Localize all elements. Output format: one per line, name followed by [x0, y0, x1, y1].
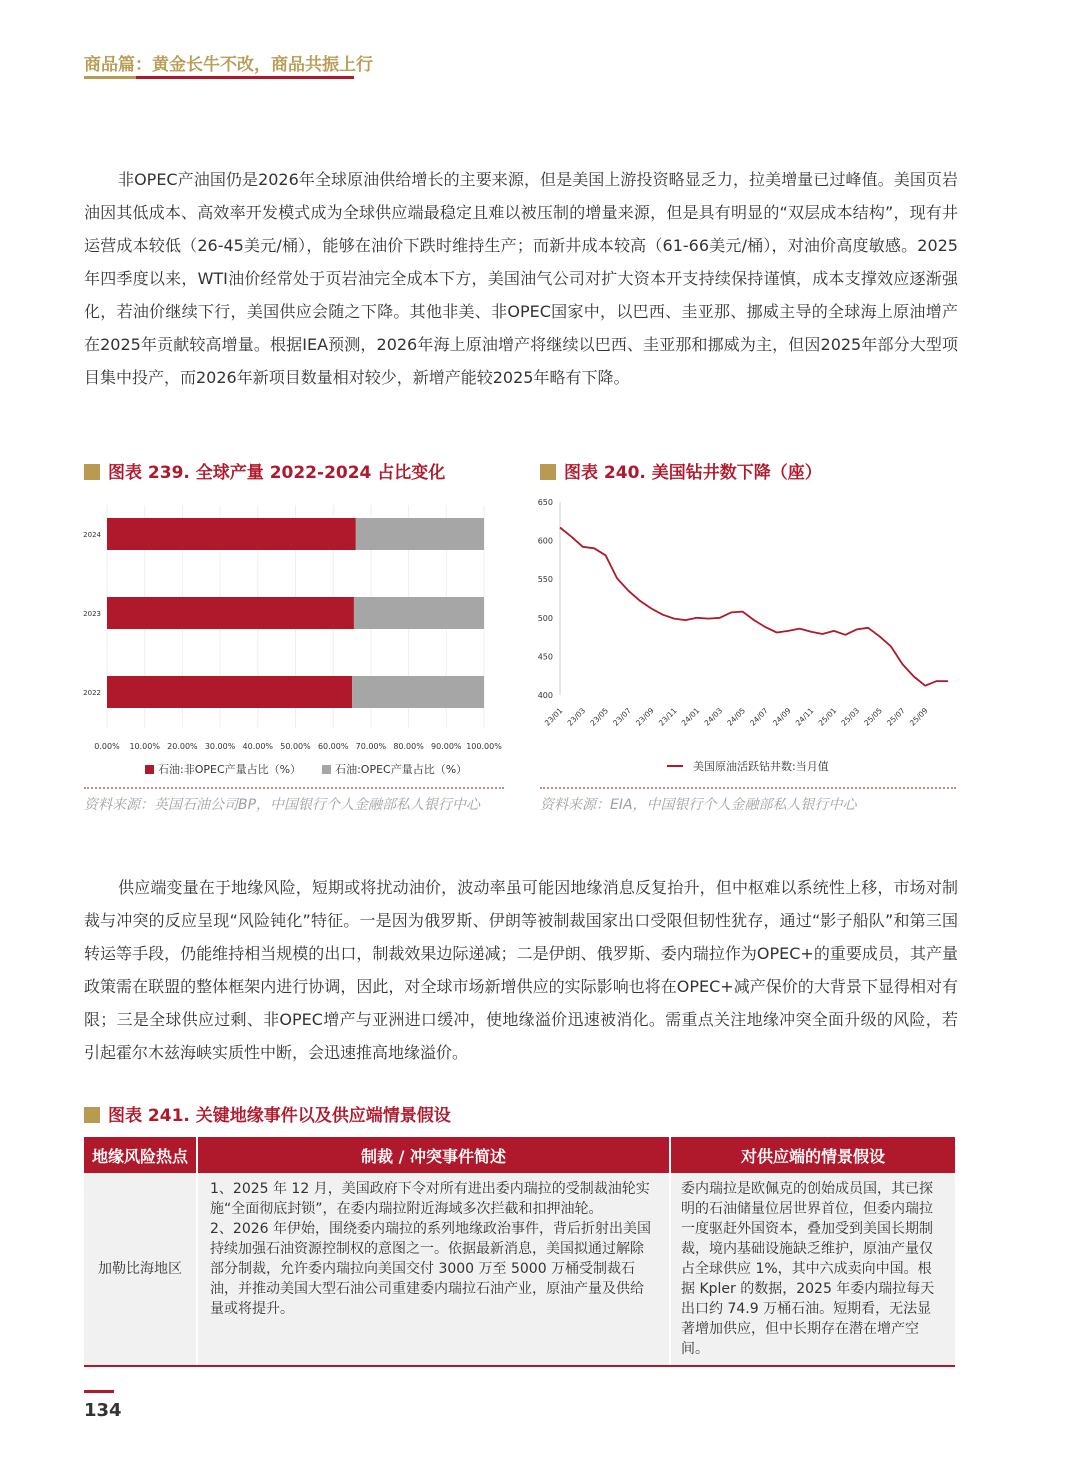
- bar-segment: [107, 676, 352, 708]
- bar-segment: [107, 597, 354, 629]
- page-number: 134: [84, 1400, 122, 1421]
- legend-swatch-opec: [322, 765, 331, 774]
- header-line-red: [136, 76, 354, 79]
- geo-risk-table: [84, 1137, 955, 1367]
- fig240-line-chart: [530, 492, 960, 752]
- paragraph-1: 非OPEC产油国仍是2026年全球原油供给增长的主要来源，但是美国上游投资略显乏力，拉美增量已过峰值。美国页岩油因其低成本、高效率开发模式成为全球供应端最稳定且难以被压制的增量来源，但是具有明显的“双层成本结构”，现有井运营成本较低（26-45美元/桶），能够在油价下跌时维持生产；而新井成本较高（61-66美元/桶），对油价高度敏感。2025年四季度以来，WTI油价经常处于页岩油完全成本下方，美国油气公司对扩大资本开支持续保持谨慎，成本支撑效应逐渐强化，若油价继续下行，美国供应会随之下降。其他非美、非OPEC国家中，以巴西、圭亚那、挪威主导的全球海上原油增产在2025年贡献较高增量。根据IEA预测，2026年海上原油增产将继续以巴西、圭亚那和挪威为主，但因2025年部分大型项目集中投产，而2026年新项目数量相对较少，新增产能较2025年略有下降。: [84, 170, 958, 387]
- cell-scenario: 委内瑞拉是欧佩克的创始成员国，其已探明的石油储量位居世界首位，但委内瑞拉一度驱赶外国资本，叠加受到美国长期制裁，境内基础设施缺乏维护，原油产量仅占全球供应 1%，其中六成卖向中国。根据 Kpler 的数据，2025 年委内瑞拉每天出口约 74.9 万桶石油。短期看，无法显著增加供应，但中长期存在潜在增产空间。: [670, 1173, 955, 1366]
- bar-category-label: 2023: [83, 610, 101, 618]
- header-line-gold: [84, 76, 136, 79]
- bar-category-label: 2022: [83, 689, 101, 697]
- line-y-tick-label: 600: [537, 536, 553, 546]
- fig239-divider: [84, 787, 504, 789]
- fig239-title-marker: [84, 464, 100, 480]
- bar-x-tick-label: 40.00%: [242, 742, 274, 751]
- fig241-title-text: 图表 241. 关键地缘事件以及供应端情景假设: [108, 1106, 451, 1126]
- line-x-tick-label: 24/09: [770, 706, 793, 728]
- legend-label-rigs: 美国原油活跃钻井数:当月值: [693, 760, 829, 773]
- line-series-rigs: [560, 528, 948, 686]
- fig239-title-text: 图表 239. 全球产量 2022-2024 占比变化: [108, 463, 446, 483]
- page-number-line: [84, 1390, 114, 1393]
- bar-x-tick-label: 0.00%: [94, 742, 120, 751]
- bar-x-tick-label: 60.00%: [317, 742, 349, 751]
- line-x-tick-label: 24/11: [793, 706, 816, 728]
- line-y-tick-label: 400: [537, 691, 553, 700]
- bar-x-tick-label: 10.00%: [129, 742, 160, 751]
- th-hotspot: 地缘风险热点: [84, 1137, 197, 1173]
- fig240-legend: [667, 758, 829, 774]
- bar-x-tick-label: 50.00%: [280, 742, 311, 751]
- cell-events: [197, 1173, 670, 1366]
- bar-x-tick-label: 30.00%: [204, 742, 236, 751]
- bar-segment: [354, 597, 484, 629]
- fig241-title: [84, 1101, 451, 1126]
- line-x-tick-label: 23/05: [588, 706, 611, 728]
- table-row: [84, 1173, 955, 1366]
- line-x-tick-label: 23/01: [542, 706, 565, 728]
- event-item-2: 2、2026 年伊始，围绕委内瑞拉的系列地缘政治事件，背后折射出美国持续加强石油资源控制权的意图之一。依据最新消息，美国拟通过解除部分制裁，允许委内瑞拉向美国交付 3000 万至 5000 万桶受制裁石油，并推动美国大型石油公司重建委内瑞拉石油产业，原油产量及供给量或将提升。: [210, 1221, 651, 1317]
- line-x-tick-label: 24/05: [725, 706, 748, 728]
- line-x-tick-label: 24/03: [702, 706, 725, 728]
- fig239-title: [84, 458, 445, 483]
- paragraph-2: 供应端变量在于地缘风险，短期或将扰动油价，波动率虽可能因地缘消息反复抬升，但中枢难以系统性上移，市场对制裁与冲突的反应呈现“风险钝化”特征。一是因为俄罗斯、伊朗等被制裁国家出口受限但韧性犹存，通过“影子船队”和第三国转运等手段，仍能维持相当规模的出口，制裁效果边际递减；二是伊朗、俄罗斯、委内瑞拉作为OPEC+的重要成员，其产量政策需在联盟的整体框架内进行协调，因此，对全球市场新增供应的实际影响也将在OPEC+减产保价的大背景下显得相对有限；三是全球供应过剩、非OPEC增产与亚洲进口缓冲，使地缘溢价迅速被消化。需重点关注地缘冲突全面升级的风险，若引起霍尔木兹海峡实质性中断，会迅速推高地缘溢价。: [84, 878, 958, 1062]
- line-x-tick-label: 23/03: [565, 706, 588, 728]
- bar-x-tick-label: 70.00%: [355, 742, 387, 751]
- line-x-tick-label: 25/03: [839, 706, 862, 728]
- line-x-tick-label: 23/07: [611, 706, 633, 728]
- fig239-source: 资料来源：英国石油公司BP，中国银行个人金融部私人银行中心: [84, 797, 481, 813]
- fig240-title-text: 图表 240. 美国钻井数下降（座）: [564, 463, 822, 483]
- bar-x-tick-label: 100.00%: [466, 742, 502, 751]
- fig240-title-marker: [540, 464, 556, 480]
- line-x-tick-label: 24/07: [748, 706, 770, 728]
- cell-region: 加勒比海地区: [84, 1173, 197, 1366]
- bar-x-tick-label: 90.00%: [431, 742, 462, 751]
- table-header-row: [84, 1137, 955, 1173]
- fig239-bar-chart: [80, 500, 510, 760]
- legend-swatch-non-opec: [145, 765, 154, 774]
- th-scenario: 对供应端的情景假设: [670, 1137, 955, 1173]
- fig241-title-marker: [84, 1107, 100, 1123]
- line-y-tick-label: 500: [537, 613, 553, 623]
- line-y-tick-label: 650: [537, 498, 553, 507]
- line-x-tick-label: 25/05: [862, 706, 884, 728]
- line-x-tick-label: 24/01: [679, 706, 702, 728]
- legend-label-opec: 石油:OPEC产量占比（%）: [335, 763, 468, 776]
- bar-x-tick-label: 20.00%: [167, 742, 198, 751]
- fig240-source: 资料来源：EIA，中国银行个人金融部私人银行中心: [540, 797, 857, 813]
- fig239-legend: [145, 761, 467, 777]
- fig240-divider: [540, 787, 956, 789]
- legend-line-rigs: [667, 765, 683, 767]
- line-x-tick-label: 23/09: [634, 706, 656, 728]
- th-events: 制裁 / 冲突事件简述: [197, 1137, 670, 1173]
- bar-segment: [352, 676, 484, 708]
- bar-category-label: 2024: [83, 531, 101, 539]
- bar-segment: [107, 518, 356, 550]
- bar-x-tick-label: 80.00%: [393, 742, 424, 751]
- line-x-tick-label: 25/09: [907, 706, 930, 728]
- fig240-title: [540, 458, 822, 483]
- line-x-tick-label: 25/07: [885, 706, 907, 728]
- event-item-1: 1、2025 年 12 月，美国政府下令对所有进出委内瑞拉的受制裁油轮实施“全面彻底封锁”，在委内瑞拉附近海域多次拦截和扣押油轮。: [210, 1181, 650, 1217]
- header-title: 商品篇：黄金长牛不改，商品共振上行: [84, 55, 373, 75]
- line-x-tick-label: 23/11: [656, 706, 679, 728]
- line-y-tick-label: 550: [537, 575, 553, 585]
- line-x-tick-label: 25/01: [816, 706, 839, 728]
- bar-segment: [356, 518, 484, 550]
- line-y-tick-label: 450: [537, 652, 553, 662]
- legend-label-non-opec: 石油:非OPEC产量占比（%）: [158, 763, 302, 776]
